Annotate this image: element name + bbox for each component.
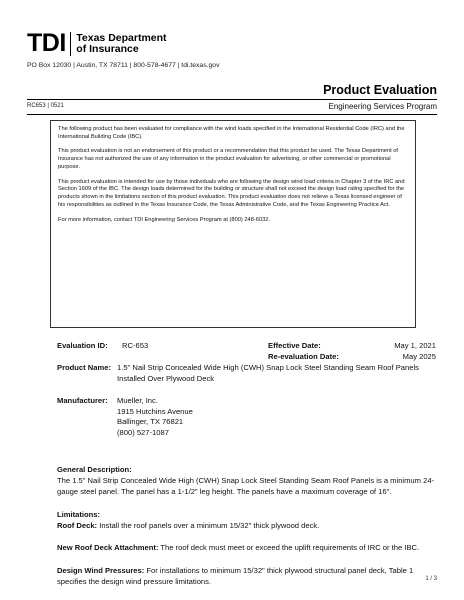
roof-deck-label: Roof Deck: — [57, 521, 98, 530]
meta-rule — [27, 114, 437, 115]
new-roof-deck-limitation — [57, 543, 437, 554]
logo-divider — [70, 32, 72, 56]
limitations-heading: Limitations: — [57, 510, 101, 519]
design-wind-label: Design Wind Pressures: — [57, 566, 145, 575]
logo-mark: TDI — [27, 29, 66, 57]
roof-deck-text: Install the roof panels over a minimum 15/32" thick plywood deck. — [97, 521, 320, 530]
manufacturer — [57, 396, 437, 438]
reevaluation-date-row — [268, 352, 436, 363]
title-rule — [27, 99, 437, 100]
effective-date-row — [268, 341, 436, 352]
logo-text — [76, 33, 166, 55]
product-name — [57, 363, 437, 384]
product-name-label: Product Name: — [57, 363, 112, 372]
general-description-heading: General Description: — [57, 465, 132, 474]
logo-line-2: of Insurance — [76, 42, 139, 55]
effective-date-value: May 1, 2021 — [394, 341, 436, 350]
disclaimer-paragraph: This product evaluation is intended for use by those individuals who are following the design wind load criteria in Chapter 3 of the IRC and Section 1609 of the IBC. The design loads determined for the building or structure shall not exceed the design load rating specified for the products shown in the limitations section of this product evaluation. This product evaluation does not relieve a Texas licensed engineer of his responsibilities as outlined in the Texas Insurance Code, the Texas Administrative Code, and the Texas Engineering Practice Act. — [58, 178, 405, 209]
evaluation-id — [57, 341, 148, 352]
design-wind-text: For installations to minimum 15/32" thick plywood structural panel deck, Table 1 specifies the design wind pressure limitations. — [57, 566, 414, 586]
effective-date-label: Effective Date: — [268, 341, 321, 350]
evaluation-id-value: RC-653 — [122, 341, 149, 350]
roof-deck-limitation — [57, 521, 437, 532]
reevaluation-date-label: Re-evaluation Date: — [268, 351, 339, 361]
disclaimer-box — [50, 120, 416, 328]
manufacturer-label: Manufacturer: — [57, 396, 108, 405]
manufacturer-street: 1915 Hutchins Avenue — [117, 406, 193, 416]
evaluation-id-label: Evaluation ID: — [57, 341, 108, 350]
doc-code: RC653 | 0521 — [27, 103, 64, 109]
manufacturer-phone: (800) 527-1087 — [117, 427, 169, 437]
disclaimer-paragraph: For more information, contact TDI Engineering Services Program at (800) 248-6032. — [58, 216, 271, 223]
new-roof-deck-text: The roof deck must meet or exceed the uplift requirements of IRC or the IBC. — [158, 543, 420, 552]
logo-line-1: Texas Department — [76, 31, 167, 44]
manufacturer-details — [117, 396, 437, 438]
design-wind-pressures — [57, 566, 437, 587]
new-roof-deck-label: New Roof Deck Attachment: — [57, 543, 159, 552]
reevaluation-date-value: May 2025 — [402, 351, 436, 361]
disclaimer-paragraph: This product evaluation is not an endorsement of this product or a recommendation that this product be used. The Texas Department of Insurance has not authorized the use of any information in the product evaluation for advertising, or other commercial or promotional purpose. — [58, 148, 398, 171]
program-name: Engineering Services Program — [328, 102, 437, 111]
tdi-logo — [27, 30, 167, 57]
header-address: PO Box 12030 | Austin, TX 78711 | 800-578-4677 | tdi.texas.gov — [27, 62, 220, 69]
manufacturer-name: Mueller, Inc. — [117, 396, 158, 405]
disclaimer-paragraph: The following product has been evaluated for compliance with the wind loads specified in the International Residential Code (IRC) and the International Building Code (IBC). — [58, 126, 405, 140]
page-title: Product Evaluation — [323, 83, 437, 97]
evaluation-dates — [268, 341, 436, 362]
manufacturer-city: Ballinger, TX 76821 — [117, 417, 184, 426]
product-name-value: 1.5" Nail Strip Concealed Wide High (CWH) Snap Lock Steel Standing Seam Roof Panels Installed Over Plywood Deck — [117, 363, 419, 383]
general-description-body: The 1.5" Nail Strip Concealed Wide High (CWH) Snap Lock Steel Standing Seam Roof Panels is a minimum 24-gauge steel panel. The panel has a 1-1/2" leg height. The panels have a maximum coverage of 16". — [57, 476, 435, 496]
page-number: 1 / 3 — [425, 576, 437, 582]
